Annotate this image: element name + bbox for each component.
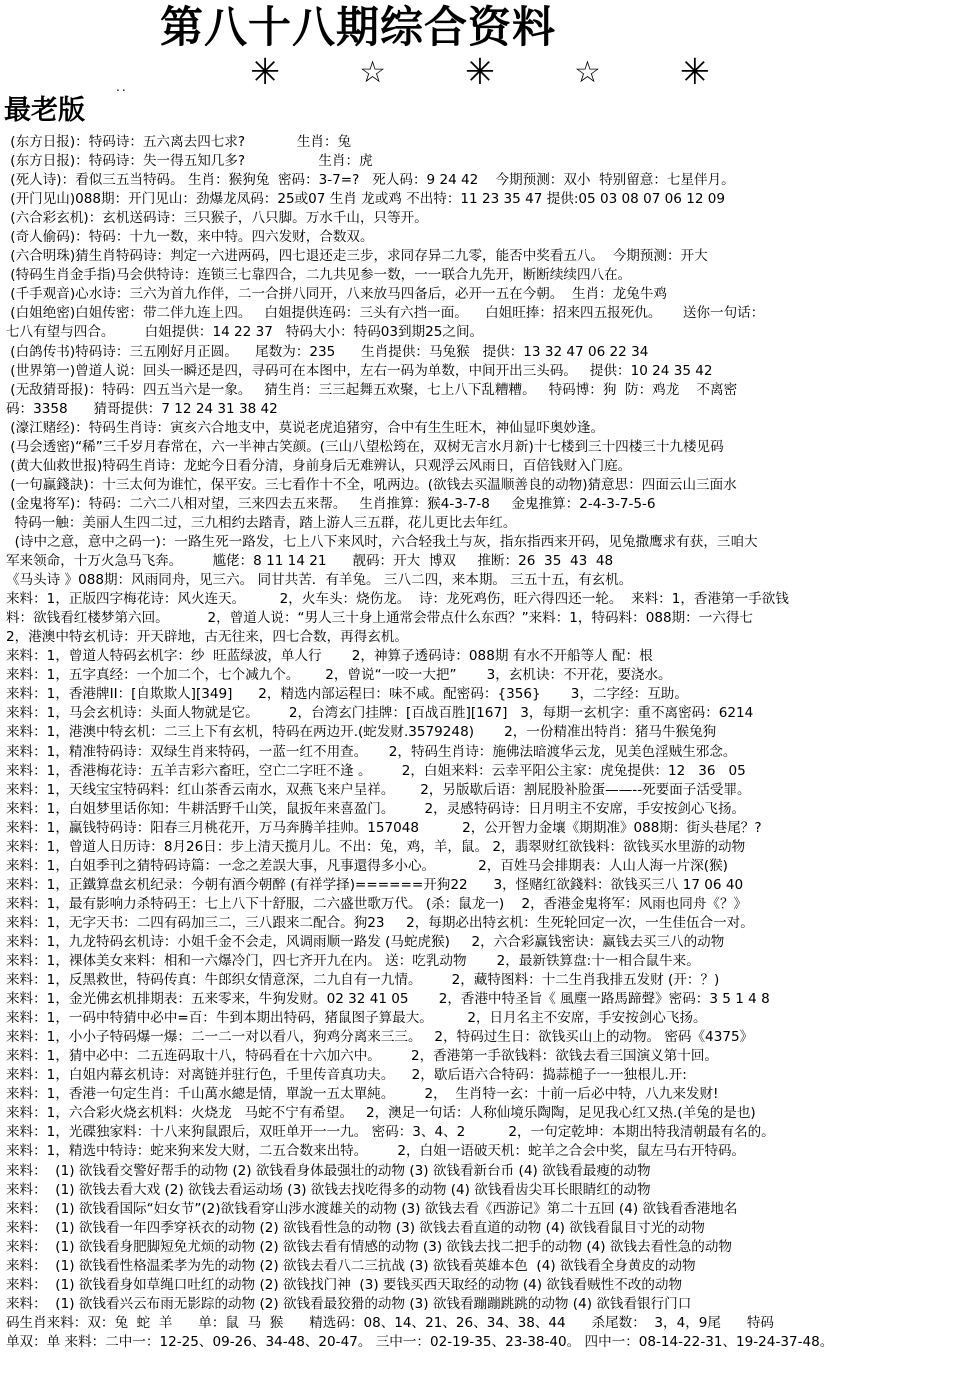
text-line: 来料：1，港澳中特玄机：二三上下有玄机，特码在两边开.(蛇发财.3579248) 2，一份精准出特肖：猪马牛猴兔狗: [6, 724, 717, 741]
text-line: (马会透密)“稀”三千岁月春常在，六一半神古笑颜。(三山八望松筠在，双树无言水月新)十七楼到三十四楼三十九楼见码: [6, 438, 724, 455]
text-line: 来料：1，九龙特码玄机诗：小姐千金不会走，风调雨顺一路发 (马蛇虎猴) 2，六合彩赢钱密诀：赢钱去买三八的动物: [6, 933, 725, 950]
outline-star-icon: ☆: [573, 55, 601, 90]
text-line: 特码一触：美丽人生四二过，三九相约去踏青，踏上游人三五群，花儿更比去年红。: [6, 514, 517, 531]
text-line: 来料：1，最有影响力杀特码王：七上八下十舒服，二六盛世歌万代。 (杀：鼠龙一) 2，香港金鬼将军：风雨也同舟《？》: [6, 895, 748, 912]
text-line: 来料：1，香港牌II：[自欺欺人][349] 2，精选内部运程曰：味不咸。配密码：{356} 3，二字经：互助。: [6, 686, 688, 703]
text-line: 料：欲钱看红楼梦第六回。 2，曾道人说：“男人三十身上通常会带点什么东西？”来料：1，特码料：088期：一六得七: [6, 610, 753, 627]
text-line: (濠江赌经)：特码生肖诗：寅亥六合地支中，莫说老虎追猪穷，合中有生生旺木，神仙显吓奥妙逢。: [6, 419, 605, 436]
edition-label: 最老版: [4, 95, 85, 126]
text-line: (金鬼将军)：特码：二六二八相对望，三来四去五来帮。 生肖推算：猴4-3-7-8 金鬼推算：2-4-3-7-5-6: [6, 495, 656, 512]
asterisk-star-icon: ✳: [250, 52, 281, 93]
text-line: 来料：1，无字天书：二四有码加三二，三八跟来二配合。狗23 2，每期必出特玄机：生死轮回定一次，一生佳伍合一对。: [6, 914, 754, 931]
text-line: (特码生肖金手指)马会供特诗：连锁三七靠四合，二九共见参一数，一一联合九先开，断断续续四八在。: [6, 267, 632, 284]
text-line: (白鸽传书)特码诗：三五刚好月正圆。 尾数为：235 生肖提供：马兔猴 提供：13 32 47 06 22 34: [6, 343, 649, 360]
text-line: (六合彩玄机)：玄机送码诗：三只猴子，八只脚。万水千山，只等开。: [6, 210, 428, 227]
text-line: 《马头诗 》088期：风雨同舟，见三六。 同甘共苦．有羊兔。 三八二四，来本期。 三五十五，有玄机。: [6, 572, 633, 589]
text-line: 来料：1，猜中必中：二五连码取十八，特码看在十六加六中。 2，香港第一手欲钱料：欲钱去看三国演义第十回。: [6, 1048, 718, 1065]
text-line: (一句赢錢訣)：十三太何为谁忙，保平安。三七看作十不全，吼两边。(欲钱去买温顺善良的动物)猜意思：四面云山三面水: [6, 476, 737, 493]
text-line: 来料： (1) 欲钱看交警好帮手的动物 (2) 欲钱看身体最强壮的动物 (3) 欲钱看新台币 (4) 欲钱看最瘦的动物: [6, 1162, 651, 1179]
text-line: 来料：1，正版四字梅花诗：风火连天。 2，火车头：烧伤龙。 诗：龙死鸡伤，旺六得四还一轮。 来料：1，香港第一手欲钱: [6, 591, 789, 608]
text-line: 来料：1，小小子特码爆一爆：二一二一对以看八，狗鸡分离来三三。 2，特码过生日：欲钱买山上的动物。 密码《4375》: [6, 1029, 754, 1046]
text-line: 来料：1，香港一句定生肖：千山萬水總是情，單說一五太單純。 2， 生肖特一玄：十前一后必中特，八九来发财!: [6, 1086, 719, 1103]
text-line: 来料： (1) 欲钱看身如草绳口吐红的动物 (2) 欲钱找门神 (3) 要钱买西天取经的动物 (4) 欲钱看贼性不改的动物: [6, 1276, 683, 1293]
text-line: 码：3358 猜哥提供：7 12 24 31 38 42: [6, 400, 278, 417]
text-line: (死人诗)：看似三五当特码。 生肖：猴狗兔 密码：3-7=? 死人码：9 24 42 今期预测：双小 特别留意：七星伴月。: [6, 172, 735, 189]
text-line: (黄大仙救世报)特码生肖诗：龙蛇今日看分清，身前身后无难辨认，只观浮云风雨日，百倍钱财入门庭。: [6, 457, 632, 474]
text-line: 来料： (1) 欲钱看国际“妇女节”(2)欲钱看穿山涉水渡雄关的动物 (3) 欲钱去看《西游记》第二十五回 (4) 欲钱看香港地名: [6, 1200, 738, 1217]
decorative-stars: [250, 52, 710, 94]
text-line: 单双：单 来料：二中一：12-25、09-26、34-48、20-47。 三中一：02-19-35、23-38-40。 四中一：08-14-22-31、19-24-37-48。: [6, 1333, 834, 1350]
text-line: 七八有望与四合。 白姐提供：14 22 37 特码大小：特码03到期25之间。: [6, 324, 484, 341]
text-line: (奇人偷码)：特码：十九一数，来中特。四六发财，合数双。: [6, 229, 374, 246]
text-line: 来料：1，六合彩火烧玄机料：火烧龙 马蛇不宁有希望。 2，澳足一句话：人称仙境乐陶陶，足见我心红又热.(羊兔的是也): [6, 1105, 756, 1122]
text-line: (六合明珠)猜生肖特码诗：判定一六进两码，四七退还走三步，求同存异二九零，能否中奖看五八。 今期预测：开大: [6, 248, 708, 265]
text-line: 2，港澳中特玄机诗：开天辟地，古无往来，四七合数，再得玄机。: [6, 629, 408, 646]
text-line: 来料：1，一码中特猜中必中=百：牛到本期出特码，猪鼠图子算最大。 2，日月名主不安席，手安按剑心飞扬。: [6, 1010, 707, 1027]
text-line: 来料：1，天线宝宝特码料：红山茶香云南水，双燕飞来户呈祥。 2，另版歇后语：割屁股补脸蛋——--死要面子活受罪。: [6, 781, 751, 798]
text-line: 来料：1，白姐梦里话你知：牛耕活野千山笑，鼠扳年来喜盈门。 2，灵感特码诗：日月明主不安席，手安按剑心飞扬。: [6, 800, 746, 817]
text-line: 来料： (1) 欲钱看兴云布雨无影踪的动物 (2) 欲钱看最狡猾的动物 (3) 欲钱看蹦蹦跳跳的动物 (4) 欲钱看银行门口: [6, 1295, 692, 1312]
text-line: 来料：1，曾道人特码玄机字：纱 旺蓝绿波，单人行 2，神算子透码诗：088期 有水不开船等人 配：根: [6, 648, 653, 665]
text-line: (东方日报)：特码诗：失一得五知几多? 生肖：虎: [6, 153, 373, 170]
text-line: (开门见山)088期：开门见山：劲爆龙凤码：25或07 生肖 龙或鸡 不出特：11 23 35 47 提供:05 03 08 07 06 12 09: [6, 191, 726, 208]
text-line: 来料： (1) 欲钱看一年四季穿袄衣的动物 (2) 欲钱看性急的动物 (3) 欲钱去看直道的动物 (4) 欲钱看鼠目寸光的动物: [6, 1219, 705, 1236]
asterisk-star-icon: ✳: [679, 52, 710, 93]
text-line: (无敌猜哥报)：特码：四五当六是一象。 猜生肖：三三起舞五欢聚，七上八下乱糟糟。 特码博：狗 防：鸡龙 不离密: [6, 381, 738, 398]
text-line: 来料：1，正鐵算盘玄机纪录：今朝有酒今朝醉 (有祥学择)======开狗22 3，怪赌红欲錢料：欲钱买三八 17 06 40: [6, 876, 744, 893]
dot-marks: ..: [116, 80, 128, 94]
text-line: 来料：1，白姐季刊之猜特码诗篇：一念之差誤大事，凡事還得多小心。 2，百姓马会排期表：人山人海一片深(猴): [6, 857, 728, 874]
text-line: 来料：1，赢钱特码诗：阳春三月桃花开，万马奔腾羊挂帅。157048 2，公开智力金壤《期期准》088期：街头巷尾？?: [6, 819, 762, 836]
text-line: 码生肖来料：双：兔 蛇 羊 单：鼠 马 猴 精选码：08、14、21、26、34、38、44 杀尾数： 3，4，9尾 特码: [6, 1314, 774, 1331]
text-line: 来料：1，反黑救世，特码传真：牛郎织女情意深，二九自有一九情。 2，藏特图料：十二生肖我排五发财 (开：？): [6, 972, 720, 989]
text-line: (白姐绝密)白姐传密：带二伴九连上四。 白姐提供连码：三头有六挡一面。 白姐旺捧：招来四五报死仇。 送你一句话：: [6, 305, 765, 322]
text-line: 来料： (1) 欲钱看性格温柔孝为先的动物 (2) 欲钱去看八二三抗战 (3) 欲钱看英雄本色 (4) 欲钱看全身黄皮的动物: [6, 1257, 696, 1274]
text-line: 来料： (1) 欲钱看身肥脚短免尤烦的动物 (2) 欲钱去看有情感的动物 (3) 欲钱去找二把手的动物 (4) 欲钱去看性急的动物: [6, 1238, 732, 1255]
text-line: 来料：1，香港梅花诗：五羊吉彩六畜旺，空亡二字旺不逢 。 2，白姐来料：云幸平阳公主家：虎兔提供：12 36 05: [6, 762, 746, 779]
text-line: 来料：1，五字真经：一个加二个，七个减九个。 2，曾说“一咬一大把” 3，玄机诀：不开花，要浇水。: [6, 667, 672, 684]
text-line: 来料：1，精准特码诗：双绿生肖来特码，一蓝一红不用查。 2，特码生肖诗：施佛法暗渡华云龙，见美色淫贼生邪念。: [6, 743, 737, 760]
asterisk-star-icon: ✳: [464, 52, 496, 93]
text-line: 来料：1，马会玄机诗：头面人物就是它。 2，台湾玄门挂牌：[百战百胜][167] 3，每期一玄机字：重不离密码：6214: [6, 705, 754, 722]
text-line: 来料：1，光碟独家料：十八来狗鼠跟后，双旺单开一一九。 密码：3、4、2 2，一句定乾坤：本期出特我清朝最有名的。: [6, 1124, 775, 1141]
text-line: (世界第一)曾道人说：回头一瞬还是四，寻码可在本图中，左右一码为单数，中间开出三头码。 提供：10 24 35 42: [6, 362, 713, 379]
text-line: 来料：1，曾道人日历诗：8月26日：步上清天揽月儿。不出：兔，鸡，羊，鼠。 2，翡翠财红欲钱料：欲钱买水里游的动物: [6, 838, 746, 855]
page-title: 第八十八期综合资料: [160, 3, 556, 53]
text-line: 来料：1，金光佛玄机排期表：五来零来，牛狗发财。02 32 41 05 2，香港中特圣旨《 風塵一路馬蹄聲》密码：3 5 1 4 8: [6, 991, 770, 1008]
text-line: 来料：1，白姐内幕玄机诗：对离链并驻行色，千里传音真功夫。 2，歇后语六合特码：捣蒜槌子一一独根儿.开:: [6, 1067, 687, 1084]
text-line: (东方日报)：特码诗：五六离去四七求? 生肖：兔: [6, 134, 352, 150]
text-line: 来料：1，裸体美女来料：相和一六爆冷门，四七齐开九在内。 送：吃乳动物 2，最新铁算盘:十一相合鼠牛来。: [6, 953, 700, 970]
text-line: 来料： (1) 欲钱去看大戏 (2) 欲钱去看运动场 (3) 欲钱去找吃得多的动物 (4) 欲钱看齿尖耳长眼睛红的动物: [6, 1181, 651, 1198]
outline-star-icon: ☆: [359, 55, 386, 90]
text-line: 来料：1，精选中特诗：蛇来狗来发大财，二五合数来出特。 2，白姐一语破天机：蛇羊之合会中奖，鼠左马右开特码。: [6, 1143, 746, 1160]
text-line: 军来领命，十万火急马飞奔。 尴佬：8 11 14 21 靓码：开大 博双 推断：26 35 43 48: [6, 553, 614, 570]
content-body: [6, 133, 964, 1352]
text-line: (千手观音)心水诗：三六为首九作伴，二一合拼八同开，八来放马四备后，必开一五在今朝。 生肖：龙兔牛鸡: [6, 286, 667, 303]
text-line: (诗中之意，意中之码一)：一路生死一路发，七上八下来风时，六合轻我土与灰，指东指西来开码，见兔撒鹰求有获，三咱大: [6, 533, 758, 550]
